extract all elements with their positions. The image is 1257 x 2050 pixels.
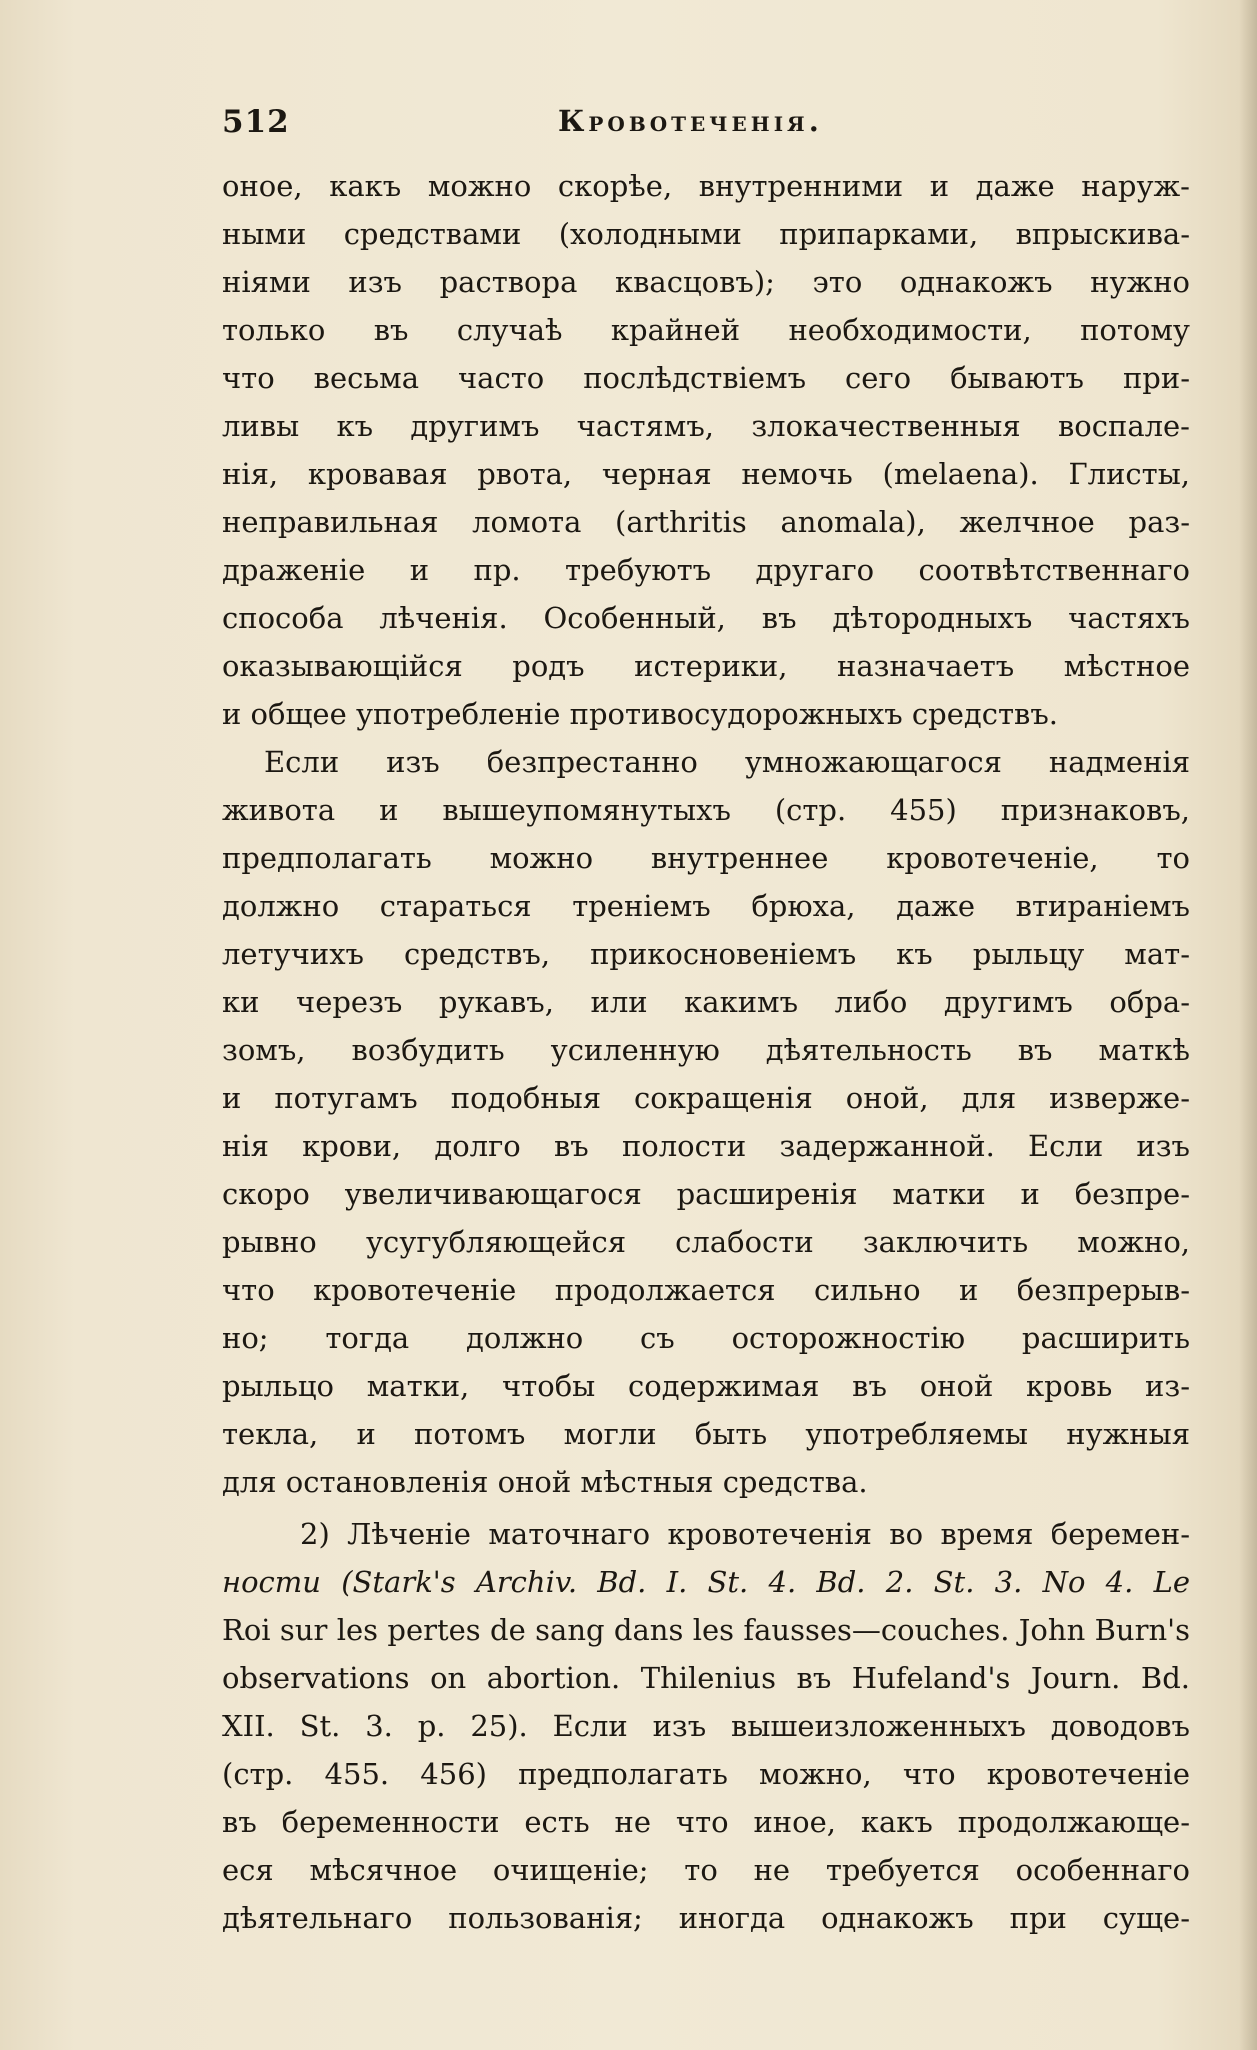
text-line: зомъ, возбудить усиленную дѣятельность въ маткѣ [222,1033,1190,1067]
text-line: еся мѣсячное очищеніе; то не требуется особеннаго [222,1853,1190,1887]
text-line: ніями изъ раствора квасцовъ); это однакожъ нужно [222,265,1190,299]
text-line: ливы къ другимъ частямъ, злокачественныя воспале- [222,409,1190,443]
text-line: неправильная ломота (arthritis anomala), желчное раз- [222,505,1190,539]
text-line: только въ случаѣ крайней необходимости, потому [222,313,1190,347]
text-line: живота и вышеупомянутыхъ (стр. 455) признаковъ, [222,793,1190,827]
text-line: что кровотеченіе продолжается сильно и безпрерыв- [222,1273,1190,1307]
text-line: скоро увеличивающагося расширенія матки и безпре- [222,1177,1190,1211]
text-line: дѣятельнаго пользованія; иногда однакожъ при суще- [222,1901,1190,1935]
text-line: нія крови, долго въ полости задержанной. Если изъ [222,1129,1190,1163]
text-line: что весьма часто послѣдствіемъ сего бываютъ при- [222,361,1190,395]
text-line: нія, кровавая рвота, черная немочь (melaena). Глисты, [222,457,1190,491]
text-line: текла, и потомъ могли быть употребляемы нужныя [222,1417,1190,1451]
text-line: рыльцо матки, чтобы содержимая въ оной кровь из- [222,1369,1190,1403]
paragraph-start-line: Если изъ безпрестанно умножающагося надменія [264,745,1190,779]
text-line: (стр. 455. 456) предполагать можно, что кровотеченіе [222,1757,1190,1791]
text-line: и общее употребленіе противосудорожныхъ средствъ. [222,697,1058,731]
citation-line: Roi sur les pertes de sang dans les fausses—couches. John Burn's [222,1613,1190,1647]
text-line: оказывающійся родъ истерики, назначаетъ мѣстное [222,649,1190,683]
text-line: ными средствами (холодными припарками, впрыскива- [222,217,1190,251]
text-line: ки черезъ рукавъ, или какимъ либо другимъ обра- [222,985,1190,1019]
page-number: 512 [222,104,290,140]
text-line: въ беременности есть не что иное, какъ продолжающе- [222,1805,1190,1839]
text-line: рывно усугубляющейся слабости заключить можно, [222,1225,1190,1259]
page-header [222,104,1190,148]
text-line: но; тогда должно съ осторожностію расширить [222,1321,1190,1355]
text-line: для остановленія оной мѣстныя средства. [222,1465,868,1499]
running-head: Кровотеченія. [558,104,823,138]
body-text [222,162,1190,1942]
citation-line: ности (Stark's Archiv. Bd. I. St. 4. Bd. 2. St. 3. No 4. Le [222,1565,1190,1599]
text-line: способа лѣченія. Особенный, въ дѣтородныхъ частяхъ [222,601,1190,635]
text-line: предполагать можно внутреннее кровотеченіе, то [222,841,1190,875]
page-edge-shadow [1239,0,1257,2050]
text-line: и потугамъ подобныя сокращенія оной, для изверже- [222,1081,1190,1115]
section-heading-line: 2) Лѣченіе маточнаго кровотеченія во время беремен- [300,1517,1190,1551]
citation-line: observations on abortion. Thilenius въ Hufeland's Journ. Bd. [222,1661,1190,1695]
text-line: драженіе и пр. требуютъ другаго соотвѣтственнаго [222,553,1190,587]
text-line: XII. St. 3. p. 25). Если изъ вышеизложенныхъ доводовъ [222,1709,1190,1743]
text-line: оное, какъ можно скорѣе, внутренними и даже наруж- [222,169,1190,203]
text-line: должно стараться треніемъ брюха, даже втираніемъ [222,889,1190,923]
text-line: летучихъ средствъ, прикосновеніемъ къ рыльцу мат- [222,937,1190,971]
